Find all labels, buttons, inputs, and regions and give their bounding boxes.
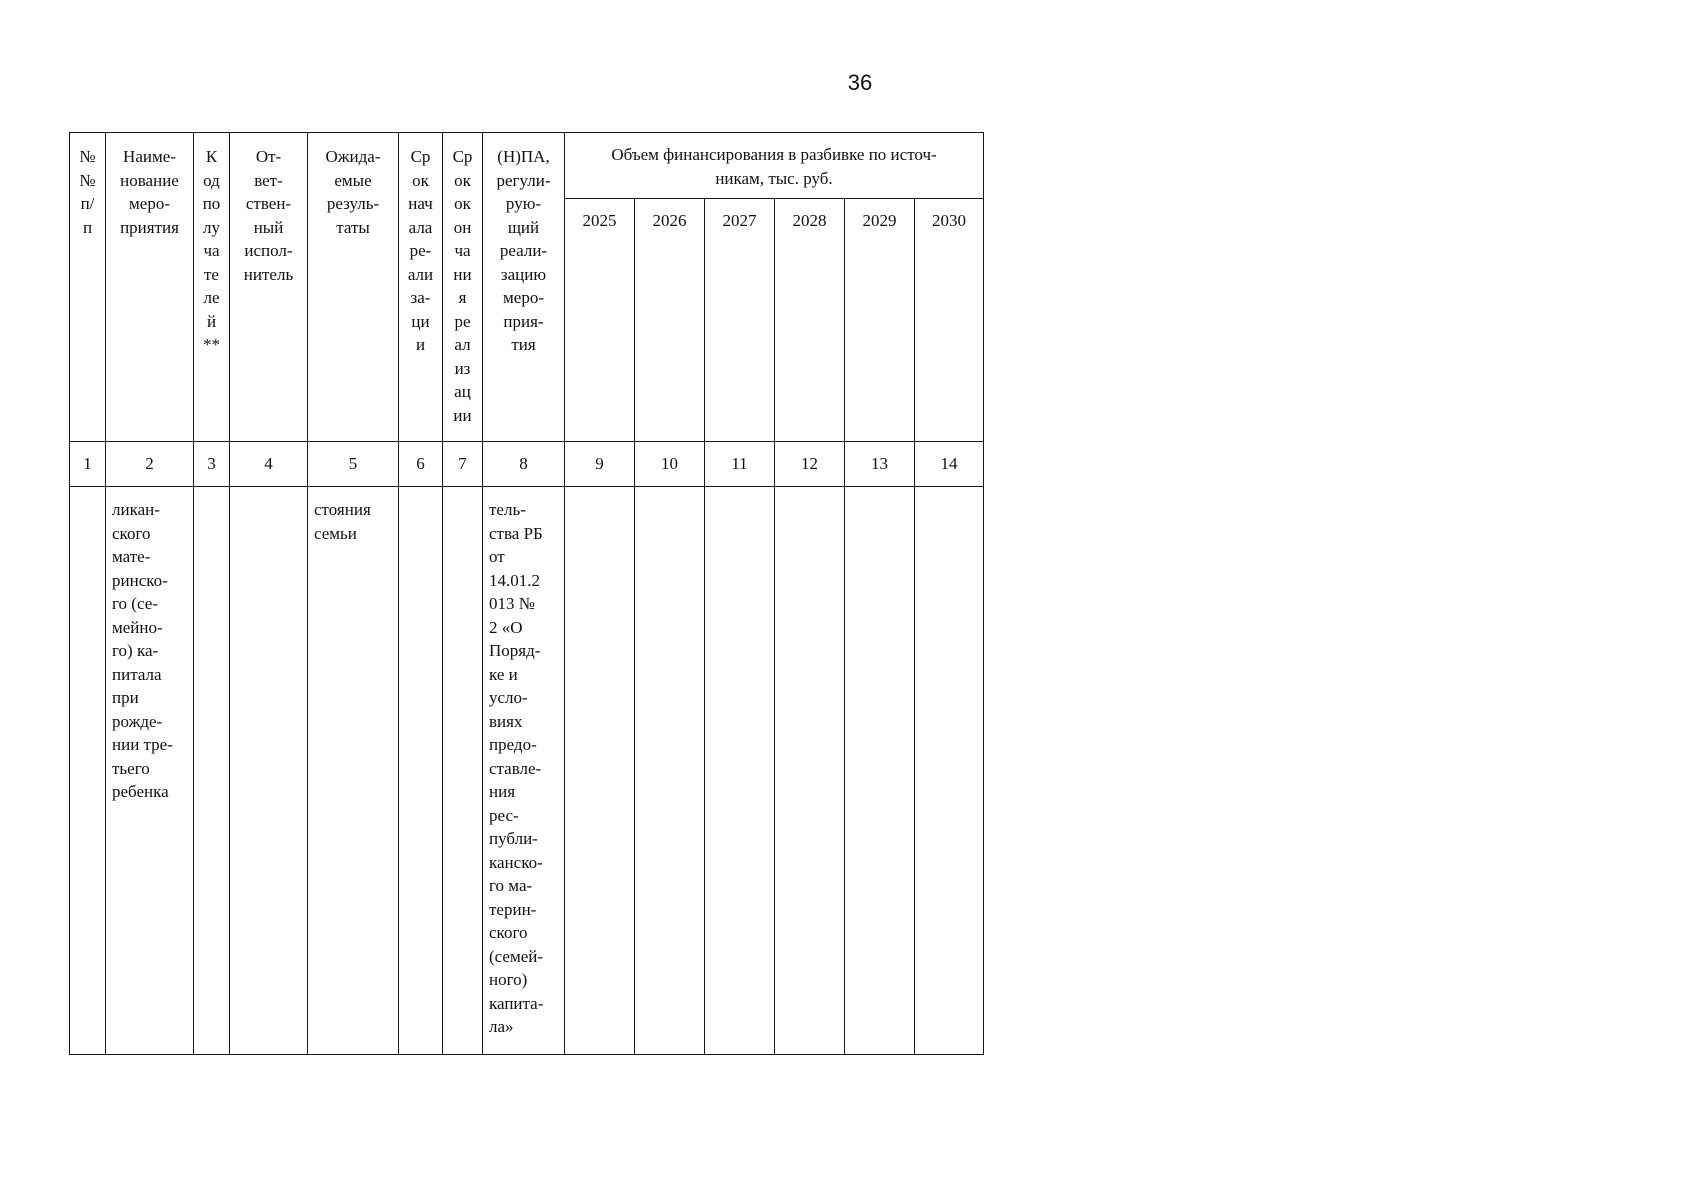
header-end-date: Ср ок ок он ча ни я ре ал из ац ии — [443, 133, 483, 442]
column-number: 5 — [308, 442, 399, 487]
header-responsible: От- вет- ствен- ный испол- нитель — [230, 133, 308, 442]
cell-expected-results: стояния семьи — [308, 487, 399, 1055]
cell-2026 — [635, 487, 705, 1055]
cell-responsible — [230, 487, 308, 1055]
program-table — [69, 132, 984, 1055]
header-event-name: Наиме- нование меро- приятия — [106, 133, 194, 442]
header-expected-results: Ожида- емые резуль- таты — [308, 133, 399, 442]
column-number: 7 — [443, 442, 483, 487]
cell-2027 — [705, 487, 775, 1055]
header-financing: Объем финансирования в разбивке по источ- никам, тыс. руб. — [565, 133, 984, 199]
cell-number — [70, 487, 106, 1055]
column-number: 14 — [915, 442, 984, 487]
column-number: 13 — [845, 442, 915, 487]
column-number: 2 — [106, 442, 194, 487]
year-cell: 2026 — [635, 199, 705, 442]
cell-end-date — [443, 487, 483, 1055]
cell-2028 — [775, 487, 845, 1055]
column-number: 8 — [483, 442, 565, 487]
year-cell: 2030 — [915, 199, 984, 442]
column-number: 9 — [565, 442, 635, 487]
cell-2030 — [915, 487, 984, 1055]
header-recipient-code: К од по лу ча те ле й ** — [194, 133, 230, 442]
year-cell: 2025 — [565, 199, 635, 442]
year-cell: 2029 — [845, 199, 915, 442]
cell-start-date — [399, 487, 443, 1055]
column-number: 3 — [194, 442, 230, 487]
year-cell: 2027 — [705, 199, 775, 442]
header-number: № № п/ п — [70, 133, 106, 442]
year-cell: 2028 — [775, 199, 845, 442]
column-number: 10 — [635, 442, 705, 487]
table-row — [70, 487, 984, 1055]
header-start-date: Ср ок нач ала ре- али за- ци и — [399, 133, 443, 442]
header-row — [70, 133, 984, 199]
column-number: 11 — [705, 442, 775, 487]
column-number: 6 — [399, 442, 443, 487]
column-number: 1 — [70, 442, 106, 487]
cell-recipient-code — [194, 487, 230, 1055]
column-number-row — [70, 442, 984, 487]
column-number: 4 — [230, 442, 308, 487]
cell-2029 — [845, 487, 915, 1055]
column-number: 12 — [775, 442, 845, 487]
page-number: 36 — [847, 70, 873, 95]
cell-legal-act: тель- ства РБ от 14.01.2 013 № 2 «О Поряд- ке и усло- виях предо- ставле- ния рес- публи- канско- го ма- терин- ского (семей- ного) капита- ла» — [483, 487, 565, 1055]
cell-event-name: ликан- ского мате- ринско- го (се- мейно- го) ка- питала при рожде- нии тре- тьего ребенка — [106, 487, 194, 1055]
header-legal-act: (Н)ПА, регули- рую- щий реали- зацию меро- прия- тия — [483, 133, 565, 442]
cell-2025 — [565, 487, 635, 1055]
